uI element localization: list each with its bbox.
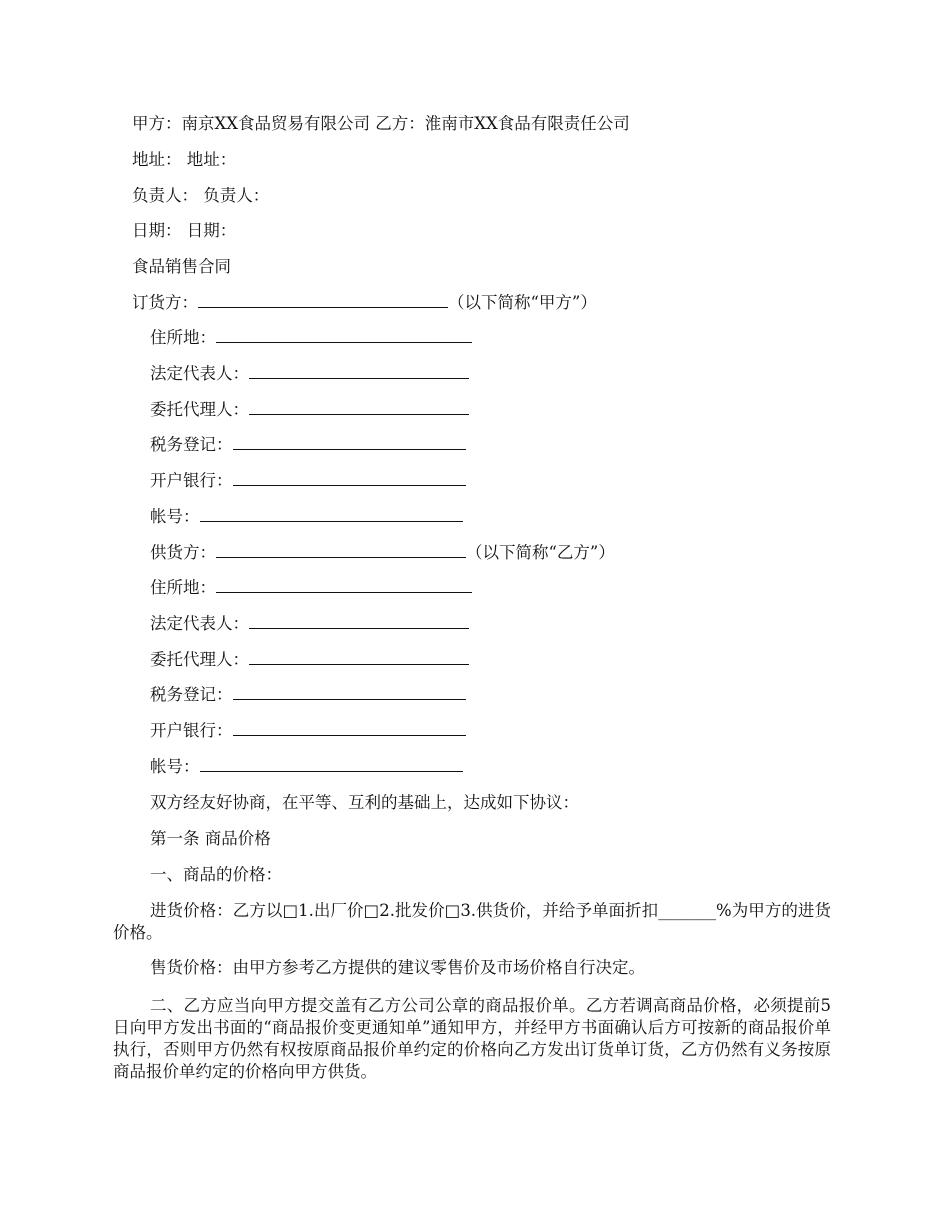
buyer-label: 订货方： xyxy=(132,293,198,312)
agreement-intro: 双方经友好协商，在平等、互利的基础上，达成如下协议： xyxy=(150,793,579,812)
supplier-blank[interactable] xyxy=(216,543,466,558)
fill-blank[interactable] xyxy=(233,721,466,736)
field-label: 住所地： xyxy=(150,328,216,347)
section-1-heading: 一、商品的价格： xyxy=(150,865,282,884)
address-line: 地址： 地址： xyxy=(132,150,237,169)
fill-blank[interactable] xyxy=(216,578,472,593)
buyer-address-line xyxy=(150,327,472,349)
supplier-agent-line xyxy=(150,649,469,671)
manager-line: 负责人： 负责人： xyxy=(132,186,270,205)
fill-blank[interactable] xyxy=(216,328,472,343)
field-label: 委托代理人： xyxy=(150,400,249,419)
supplier-line xyxy=(150,542,615,564)
fill-blank[interactable] xyxy=(233,435,466,450)
buyer-agent-line xyxy=(150,399,469,421)
buyer-tax-line xyxy=(150,434,466,456)
date-line: 日期： 日期： xyxy=(132,221,237,240)
supplier-legal-rep-line xyxy=(150,613,469,635)
supplier-note: （以下简称“乙方”） xyxy=(466,543,615,562)
buyer-account-line xyxy=(150,506,463,528)
field-label: 税务登记： xyxy=(150,685,233,704)
fill-blank[interactable] xyxy=(249,614,469,629)
fill-blank[interactable] xyxy=(249,364,469,379)
field-label: 法定代表人： xyxy=(150,614,249,633)
field-label: 住所地： xyxy=(150,578,216,597)
purchase-price-paragraph: 进货价格：乙方以□1.出厂价□2.批发价□3.供货价，并给予单面折扣_______%为甲方的进货价格。 xyxy=(113,901,831,942)
article-1-heading: 第一条 商品价格 xyxy=(150,829,271,848)
buyer-line xyxy=(132,292,597,314)
supplier-bank-line xyxy=(150,720,466,742)
sale-price-paragraph: 售货价格：由甲方参考乙方提供的建议零售价及市场价格自行决定。 xyxy=(150,958,645,977)
field-label: 帐号： xyxy=(150,757,200,776)
fill-blank[interactable] xyxy=(233,685,466,700)
supplier-tax-line xyxy=(150,684,466,706)
buyer-note: （以下简称“甲方”） xyxy=(448,293,597,312)
field-label: 税务登记： xyxy=(150,435,233,454)
fill-blank[interactable] xyxy=(249,650,469,665)
field-label: 开户银行： xyxy=(150,471,233,490)
buyer-bank-line xyxy=(150,470,466,492)
fill-blank[interactable] xyxy=(200,757,463,772)
supplier-label: 供货方： xyxy=(150,543,216,562)
section-2-paragraph: 二、乙方应当向甲方提交盖有乙方公司公章的商品报价单。乙方若调高商品价格，必须提前5日向甲方发出书面的“商品报价变更通知单”通知甲方，并经甲方书面确认后方可按新的商品报价单执行，否则甲方仍然有权按原商品报价单约定的价格向乙方发出订货单订货，乙方仍然有义务按原商品报价单约定的价格向甲方供货。 xyxy=(113,996,831,1081)
supplier-account-line xyxy=(150,756,463,778)
fill-blank[interactable] xyxy=(249,400,469,415)
fill-blank[interactable] xyxy=(200,507,463,522)
field-label: 法定代表人： xyxy=(150,364,249,383)
buyer-blank[interactable] xyxy=(198,293,448,308)
fill-blank[interactable] xyxy=(233,471,466,486)
supplier-address-line xyxy=(150,577,472,599)
field-label: 帐号： xyxy=(150,507,200,526)
field-label: 开户银行： xyxy=(150,721,233,740)
field-label: 委托代理人： xyxy=(150,650,249,669)
buyer-legal-rep-line xyxy=(150,363,469,385)
party-line: 甲方：南京XX食品贸易有限公司 乙方：淮南市XX食品有限责任公司 xyxy=(132,114,630,133)
contract-title: 食品销售合同 xyxy=(132,257,231,276)
